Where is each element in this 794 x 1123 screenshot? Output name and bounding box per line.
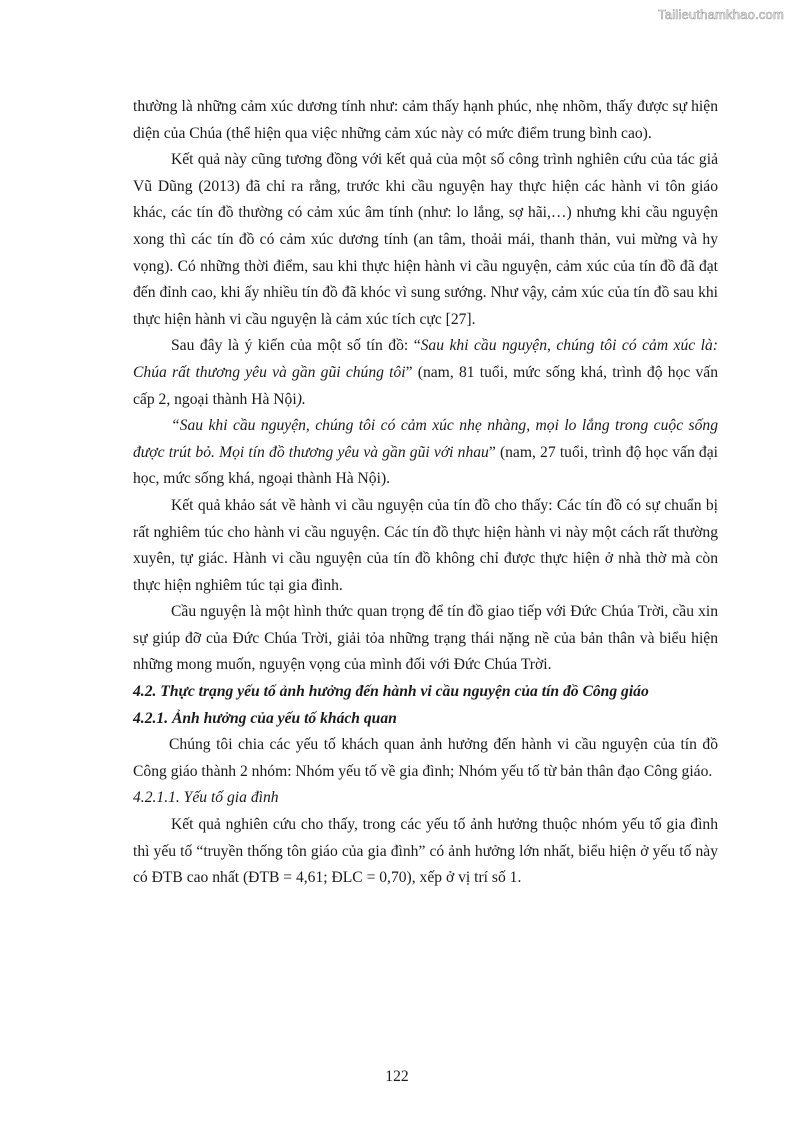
paragraph-3-attribution: ” (nam, 81 tuổi, mức sống khá, trình độ học vấn cấp 2, ngoại thành Hà Nội bbox=[133, 363, 718, 408]
paragraph-4-attribution: ” (nam, 27 tuổi, trình độ học vấn đại học, mức sống khá, ngoại thành Hà Nội). bbox=[133, 443, 718, 488]
paragraph-3-end: ). bbox=[296, 390, 306, 408]
paragraph-2: Kết quả này cũng tương đồng với kết quả của một số công trình nghiên cứu của tác giả Vũ Dũng (2013) đã chỉ ra rằng, trước khi cầu nguyện hay thực hiện các hành vi tôn giáo khác, các tín đồ thường có cảm xúc âm tính (như: lo lắng, sợ hãi,…) nhưng khi cầu nguyện xong thì các tín đồ có cảm xúc dương tính (an tâm, thoải mái, thanh thản, vui mừng và hy vọng). Có những thời điểm, sau khi thực hiện hành vi cầu nguyện, cảm xúc của tín đồ đã đạt đến đỉnh cao, khi ấy nhiều tín đồ đã khóc vì sung sướng. Như vậy, cảm xúc của tín đồ sau khi thực hiện hành vi cầu nguyện là cảm xúc tích cực [27]. bbox=[133, 151, 718, 328]
paragraph-4-quote: “Sau khi cầu nguyện, chúng tôi có cảm xúc nhẹ nhàng, mọi lo lắng trong cuộc sống được trút bỏ. Mọi tín đồ thương yêu và gần gũi với nhau bbox=[133, 417, 718, 461]
watermark: Tailieuthamkhao.com bbox=[658, 7, 784, 22]
section-heading-4-2: 4.2. Thực trạng yếu tố ảnh hưởng đến hành vi cầu nguyện của tín đồ Công giáo bbox=[133, 683, 649, 701]
paragraph-3 bbox=[133, 333, 718, 413]
paragraph-6: Cầu nguyện là một hình thức quan trọng để tín đồ giao tiếp với Đức Chúa Trời, cầu xin sự giúp đỡ của Đức Chúa Trời, giải tỏa những trạng thái nặng nề của bản thân và biểu hiện những mong muốn, nguyện vọng của mình đối với Đức Chúa Trời. bbox=[133, 603, 718, 674]
paragraph-3-quote: Sau khi cầu nguyện, chúng tôi có cảm xúc là: Chúa rất thương yêu và gần gũi chúng tôi bbox=[133, 337, 718, 381]
section-heading-4-2-1-1: 4.2.1.1. Yếu tố gia đình bbox=[133, 789, 279, 807]
paragraph-1: thường là những cảm xúc dương tính như: cảm thấy hạnh phúc, nhẹ nhõm, thấy được sự hiện diện của Chúa (thể hiện qua việc những cảm xúc này có mức điểm trung bình cao). bbox=[133, 98, 718, 142]
paragraph-7: Chúng tôi chia các yếu tố khách quan ảnh hưởng đến hành vi cầu nguyện của tín đồ Công giáo thành 2 nhóm: Nhóm yếu tố về gia đình; Nhóm yếu tố từ bản thân đạo Công giáo. bbox=[133, 736, 718, 780]
section-heading-4-2-1: 4.2.1. Ảnh hưởng của yếu tố khách quan bbox=[133, 709, 397, 727]
paragraph-3-intro: Sau đây là ý kiến của một số tín đồ: “ bbox=[171, 337, 421, 355]
paragraph-5: Kết quả khảo sát về hành vi cầu nguyện của tín đồ cho thấy: Các tín đồ có sự chuẩn bị rất nghiêm túc cho hành vi cầu nguyện. Các tín đồ thực hiện hành vi này một cách rất thường xuyên, tự giác. Hành vi cầu nguyện của tín đồ không chỉ được thực hiện ở nhà thờ mà còn thực hiện nghiêm túc tại gia đình. bbox=[133, 496, 718, 594]
paragraph-8: Kết quả nghiên cứu cho thấy, trong các yếu tố ảnh hưởng thuộc nhóm yếu tố gia đình thì yếu tố “truyền thống tôn giáo của gia đình” có ảnh hưởng lớn nhất, biểu hiện ở yếu tố này có ĐTB cao nhất (ĐTB = 4,61; ĐLC = 0,70), xếp ở vị trí số 1. bbox=[133, 816, 718, 887]
paragraph-4 bbox=[133, 413, 718, 493]
document-body bbox=[133, 94, 718, 892]
page-number: 122 bbox=[385, 1068, 409, 1085]
